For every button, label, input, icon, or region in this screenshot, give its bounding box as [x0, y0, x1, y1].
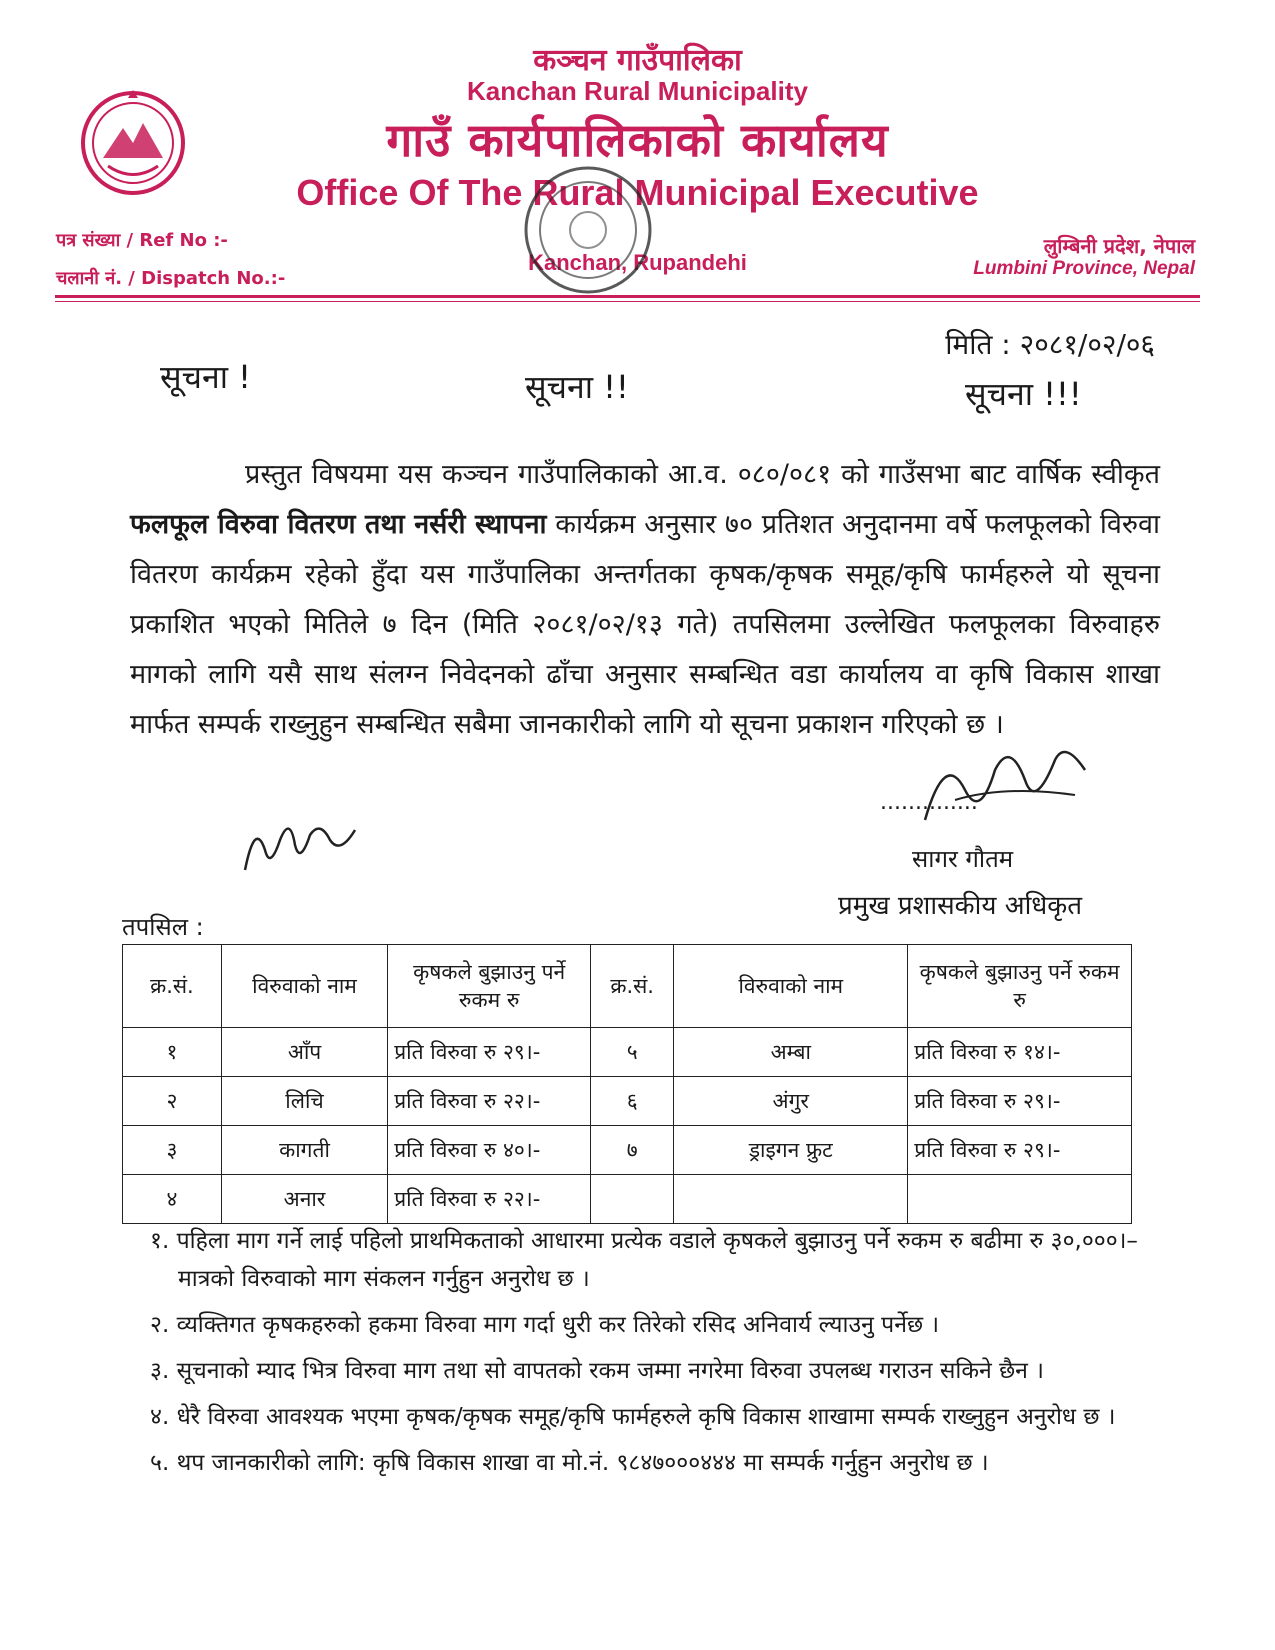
cell-sn: ३	[123, 1126, 222, 1175]
office-name-nepali: कञ्चन गाउँपालिका	[533, 43, 742, 78]
notice-date: मिति : २०८१/०२/०६	[945, 328, 1155, 361]
header-sn: क्र.सं.	[591, 945, 674, 1028]
notice-body	[130, 450, 1160, 750]
note-item: ५. थप जानकारीको लागि: कृषि विकास शाखा वा मो.नं. ९८४७०००४४४ मा सम्पर्क गर्नुहुन अनुरोध छ ।	[150, 1450, 989, 1476]
cell-amount: प्रति विरुवा रु १४।-	[908, 1028, 1132, 1077]
cell-plant: अम्बा	[674, 1028, 908, 1077]
header-plant-name: विरुवाको नाम	[221, 945, 387, 1028]
header-amount: कृषकले बुझाउनु पर्ने रुकम रु	[388, 945, 591, 1028]
handwritten-signature-right	[915, 730, 1095, 844]
cell-amount: प्रति विरुवा रु २९।-	[908, 1077, 1132, 1126]
cell-plant: ड्राइगन फ्रुट	[674, 1126, 908, 1175]
cell-sn: ४	[123, 1175, 222, 1224]
cell-amount: प्रति विरुवा रु २९।-	[388, 1028, 591, 1077]
header-sn: क्र.सं.	[123, 945, 222, 1028]
cell-sn: ७	[591, 1126, 674, 1175]
office-name-english: Kanchan Rural Municipality	[467, 76, 808, 106]
notice-title-3: सूचना !!!	[965, 375, 1082, 413]
signatory-name: सागर गौतम	[912, 845, 1014, 873]
header-plant-name: विरुवाको नाम	[674, 945, 908, 1028]
cell-sn: १	[123, 1028, 222, 1077]
cell-sn: २	[123, 1077, 222, 1126]
cell-amount	[908, 1175, 1132, 1224]
note-item: ३. सूचनाको म्याद भित्र विरुवा माग तथा सो वापतको रकम जम्मा नगरेमा विरुवा उपलब्ध गराउन सकिने छैन ।	[150, 1358, 1044, 1384]
table-header-row	[123, 945, 1132, 1028]
cell-amount: प्रति विरुवा रु ४०।-	[388, 1126, 591, 1175]
cell-amount: प्रति विरुवा रु २२।-	[388, 1175, 591, 1224]
body-program-name: फलफूल विरुवा वितरण तथा नर्सरी स्थापना	[130, 509, 547, 540]
cell-amount: प्रति विरुवा रु २२।-	[388, 1077, 591, 1126]
table-row	[123, 1126, 1132, 1175]
cell-sn: ६	[591, 1077, 674, 1126]
note-item: २. व्यक्तिगत कृषकहरुको हकमा विरुवा माग गर्दा धुरी कर तिरेको रसिद अनिवार्य ल्याउनु पर्नेछ ।	[150, 1312, 940, 1338]
notice-title-1: सूचना !	[160, 358, 252, 396]
dispatch-no-label: चलानी नं. / Dispatch No.:-	[56, 268, 286, 289]
cell-plant: अनार	[221, 1175, 387, 1224]
executive-office-english: Office Of The Rural Municipal Executive	[296, 172, 979, 213]
body-text-1: प्रस्तुत विषयमा यस कञ्चन गाउँपालिकाको आ.व. ०८०/०८१ को गाउँसभा बाट वार्षिक स्वीकृत	[245, 459, 1160, 490]
note-item: १. पहिला माग गर्ने लाई पहिलो प्राथमिकताको आधारमा प्रत्येक वडाले कृषकले बुझाउनु पर्ने रुकम रु बढीमा रु ३०,०००।– मात्रको विरुवाको माग संकलन गर्नुहुन अनुरोध छ ।	[150, 1228, 1138, 1292]
cell-amount: प्रति विरुवा रु २९।-	[908, 1126, 1132, 1175]
seedling-price-table	[122, 944, 1132, 1224]
province-english: Lumbini Province, Nepal	[973, 258, 1195, 279]
cell-sn: ५	[591, 1028, 674, 1077]
notice-title-2: सूचना !!	[525, 368, 629, 406]
body-text-2: कार्यक्रम अनुसार ७० प्रतिशत अनुदानमा वर्षे फलफूलको विरुवा वितरण कार्यक्रम रहेको हुँदा यस गाउँपालिका अन्तर्गतका कृषक/कृषक समूह/कृषि फार्महरुले यो सूचना प्रकाशित भएको मितिले ७ दिन (मिति २०८१/०२/१३ गते) तपसिलमा उल्लेखित फलफूलका विरुवाहरु मागको लागि यसै साथ संलग्न निवेदनको ढाँचा अनुसार सम्बन्धित वडा कार्यालय वा कृषि विकास शाखा मार्फत सम्पर्क राख्नुहुन सम्बन्धित सबैमा जानकारीको लागि यो सूचना प्रकाशन गरिएको छ ।	[130, 509, 1160, 740]
office-stamp	[518, 160, 658, 304]
executive-office-nepali: गाउँ कार्यपालिकाको कार्यालय	[386, 113, 889, 167]
ref-no-label: पत्र संख्या / Ref No :-	[56, 230, 228, 251]
header-amount: कृषकले बुझाउनु पर्ने रुकम रु	[908, 945, 1132, 1028]
signature-line: ..............	[880, 790, 978, 815]
table-row	[123, 1175, 1132, 1224]
cell-plant: कागती	[221, 1126, 387, 1175]
cell-sn	[591, 1175, 674, 1224]
cell-plant: लिचि	[221, 1077, 387, 1126]
table-row	[123, 1028, 1132, 1077]
note-item: ४. धेरै विरुवा आवश्यक भएमा कृषक/कृषक समूह/कृषि फार्महरुले कृषि विकास शाखामा सम्पर्क राख्नुहुन अनुरोध छ ।	[150, 1404, 1116, 1430]
signatory-title: प्रमुख प्रशासकीय अधिकृत	[838, 891, 1083, 921]
notes-list	[150, 1222, 1140, 1490]
cell-plant: आँप	[221, 1028, 387, 1077]
table-row	[123, 1077, 1132, 1126]
cell-plant: अंगुर	[674, 1077, 908, 1126]
office-location: Kanchan, Rupandehi	[528, 250, 747, 275]
province-nepali: लुम्बिनी प्रदेश, नेपाल	[1043, 234, 1195, 258]
table-label: तपसिल :	[122, 913, 204, 941]
handwritten-signature-left	[240, 810, 360, 884]
cell-plant	[674, 1175, 908, 1224]
